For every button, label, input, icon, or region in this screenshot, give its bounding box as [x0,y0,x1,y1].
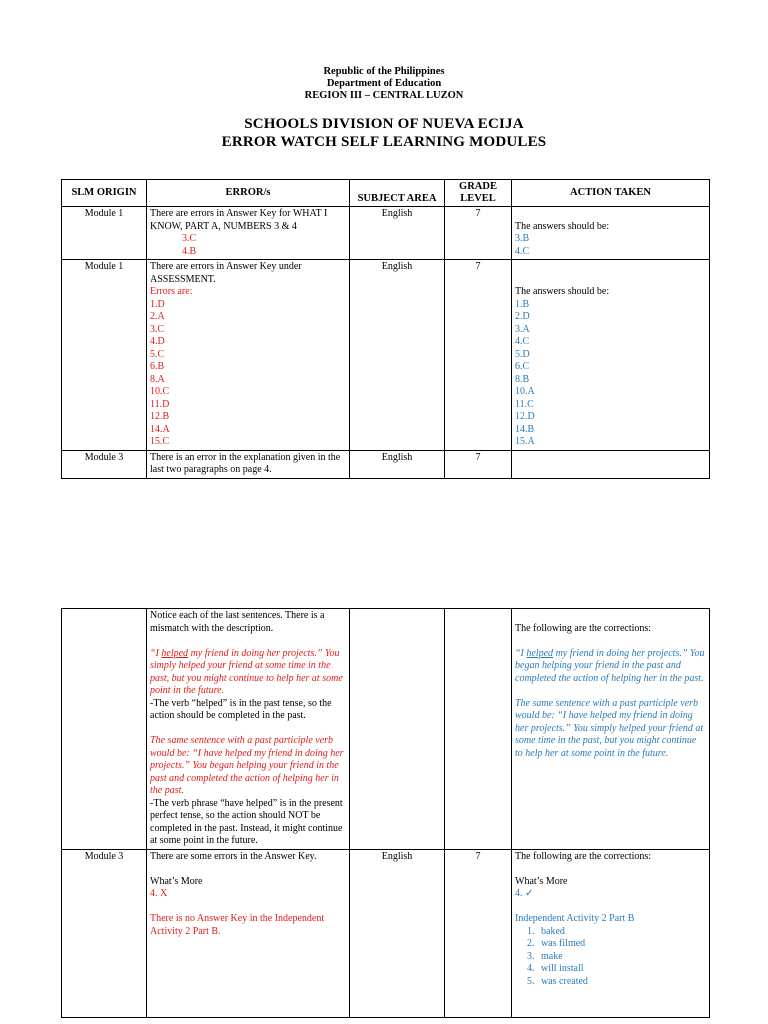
row2-error-item: 6.B [150,361,165,372]
error-table-page1 [61,179,710,479]
row2-action-item: 3.A [515,323,530,335]
row5-action-ia: Independent Activity 2 Part B [515,913,635,924]
row5-action-whats-more: What’s More [515,875,568,887]
row1-error [147,207,350,260]
row2-action-intro: The answers should be: [515,286,610,297]
row5-origin: Module 3 [62,849,147,1017]
row3-grade: 7 [445,450,512,478]
row1-origin: Module 1 [62,207,147,260]
row4-grade [445,609,512,850]
col-slm-origin: SLM ORIGIN [62,180,147,207]
row2-error-item: 8.A [150,373,165,385]
row2-action-item: 12.D [515,411,535,422]
row1-action-item: 4.C [515,245,530,257]
document-header [0,66,768,102]
row2-error-item: 14.A [150,423,170,435]
row2-error-item: 15.C [150,436,170,447]
row2-error-item: 5.C [150,348,165,360]
list-item: 2. was filmed [537,938,706,951]
row1-action-item: 3.B [515,233,530,244]
row2-action-item: 5.D [515,348,530,360]
col-grade-level: GRADE LEVEL [445,180,512,207]
row2-error-item: 11.D [150,398,170,410]
row4-action-quote1: “I helped my friend in doing her projects.” You began helping your friend in the past and completed the action of helping her in the past. [515,647,705,684]
list-item: 1. baked [537,926,706,939]
row5-subject: English [350,849,445,1017]
row2-error-item: 4.D [150,336,165,347]
row5-error [147,849,350,1017]
row4-note2: -The verb phrase “have helped” is in the present perfect tense, so the action should NOT be completed in the past. Instead, it might continue at some point in the future. [150,797,343,846]
header-republic: Republic of the Philippines [323,66,445,77]
row2-error-item: 2.A [150,311,165,322]
error-table-page2 [61,608,710,1018]
row2-error-item: 3.C [150,323,165,335]
row4-note1: -The verb “helped” is in the past tense, so the action should be completed in the past. [150,697,332,721]
table-row [62,609,710,850]
row5-action [512,849,710,1017]
row2-error [147,260,350,451]
col-action-taken: ACTION TAKEN [512,180,710,207]
row5-error-text: There are some errors in the Answer Key. [150,850,317,862]
row1-grade: 7 [445,207,512,260]
row2-error-list [150,299,346,449]
row2-action-item: 14.B [515,423,535,435]
row1-action [512,207,710,260]
document-title-block [0,115,768,151]
row2-action-list [515,299,706,449]
row1-error-item: 3.C [182,233,197,244]
row2-action-item: 4.C [515,336,530,347]
row4-origin [62,609,147,850]
row5-action-list [515,926,706,989]
row3-origin: Module 3 [62,450,147,478]
row1-action-intro: The answers should be: [515,220,610,232]
row4-action-quote2: The same sentence with a past participle verb would be: “I have helped my friend in doing her projects.” You simply helped your friend at some time in the past, but you might continue to help her at some point in the future. [515,697,704,759]
table-row [62,849,710,1017]
list-item: 3. make [537,951,706,964]
row2-subject: English [350,260,445,451]
table-row [62,450,710,478]
table-header-row [62,180,710,207]
row5-error-item: 4. X [150,888,168,899]
row4-subject [350,609,445,850]
row2-origin: Module 1 [62,260,147,451]
row2-action-item: 1.B [515,298,530,310]
row2-error-item: 12.B [150,411,170,422]
row2-error-item: 10.C [150,386,170,397]
table-row [62,207,710,260]
row4-quote1: “I helped my friend in doing her projects.” You simply helped your friend at some time in the past, but you might continue to help her at some point in the future. [150,647,343,696]
row3-action [512,450,710,478]
row1-subject: English [350,207,445,260]
list-item: 4. will install [537,963,706,976]
row1-error-text: There are errors in Answer Key for WHAT I KNOW, PART A, NUMBERS 3 & 4 [150,208,328,232]
row2-action-item: 2.D [515,311,530,322]
col-errors: ERROR/s [147,180,350,207]
row5-whats-more: What’s More [150,875,203,887]
row5-action-intro: The following are the corrections: [515,850,652,862]
row2-action-item: 11.C [515,398,534,410]
col-subject-area: SUBJECT AREA [350,180,445,207]
row4-action-intro: The following are the corrections: [515,622,652,634]
row2-action [512,260,710,451]
row1-error-item: 4.B [182,245,197,257]
row5-grade: 7 [445,849,512,1017]
header-region: REGION III – CENTRAL LUZON [304,90,464,101]
title-error-watch: ERROR WATCH SELF LEARNING MODULES [221,134,547,150]
header-department: Department of Education [326,78,442,89]
row2-error-item: 1.D [150,298,165,310]
row2-action-item: 8.B [515,373,530,385]
row2-errors-label: Errors are: [150,286,193,297]
row2-action-item: 10.A [515,386,535,397]
row2-error-text: There are errors in Answer Key under ASSESSMENT. [150,261,302,285]
row3-error: There is an error in the explanation given in the last two paragraphs on page 4. [147,450,350,478]
title-division: SCHOOLS DIVISION OF NUEVA ECIJA [244,116,524,132]
row4-intro: Notice each of the last sentences. There is a mismatch with the description. [150,610,325,634]
row2-grade: 7 [445,260,512,451]
row2-action-item: 6.C [515,361,530,372]
row4-error [147,609,350,850]
row4-action [512,609,710,850]
row3-subject: English [350,450,445,478]
list-item: 5. was created [537,976,706,989]
table-row [62,260,710,451]
row2-action-item: 15.A [515,436,535,447]
row4-quote2: The same sentence with a past participle verb would be: “I have helped my friend in doing her projects.” You began helping your friend in the past and completed the action of helping her in the past. [150,735,344,796]
row5-action-item: 4. ✓ [515,888,534,899]
row5-no-key: There is no Answer Key in the Independent Activity 2 Part B. [150,913,325,937]
